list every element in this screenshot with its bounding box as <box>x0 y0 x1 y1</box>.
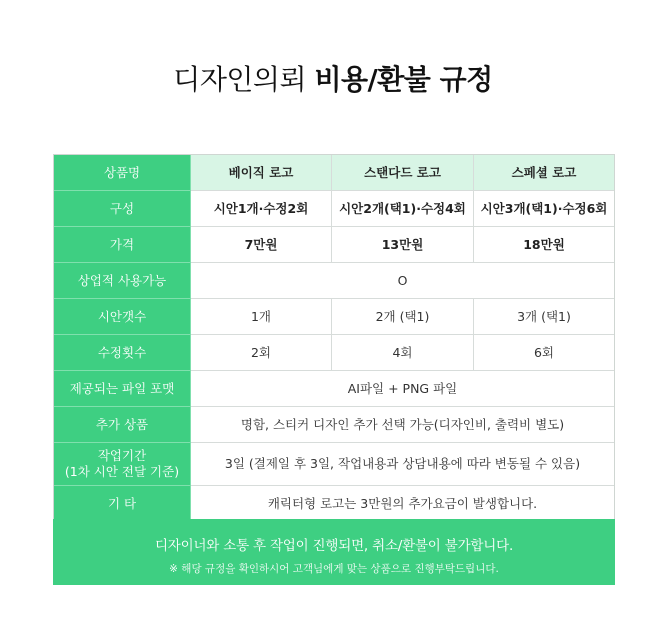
row-label-line2: (1차 시안 전달 기준) <box>64 464 180 479</box>
price-special: 18만원 <box>474 227 614 263</box>
row-label: 상품명 <box>54 155 191 191</box>
title-bold: 비용/환불 규정 <box>314 63 493 96</box>
table-row-commercial <box>54 263 614 299</box>
price-standard: 13만원 <box>332 227 474 263</box>
table-cell: 시안3개(택1)·수정6회 <box>474 191 614 227</box>
row-label: 추가 상품 <box>54 407 191 443</box>
title-light: 디자인의뢰 <box>173 63 315 96</box>
table-cell: 2개 (택1) <box>332 299 474 335</box>
pricing-table <box>53 154 615 522</box>
table-cell: 명함, 스티커 디자인 추가 선택 가능(디자인비, 출력비 별도) <box>191 407 614 443</box>
table-cell: 시안1개·수정2회 <box>191 191 332 227</box>
notice-banner <box>53 519 615 585</box>
table-row-extra <box>54 407 614 443</box>
table-cell: 4회 <box>332 335 474 371</box>
table-row-drafts <box>54 299 614 335</box>
table-row-file-format <box>54 371 614 407</box>
table-row-period <box>54 443 614 486</box>
table-cell: 시안2개(택1)·수정4회 <box>332 191 474 227</box>
notice-note: ※ 해당 규정을 확인하시어 고객님에게 맞는 상품으로 진행부탁드립니다. <box>169 563 499 575</box>
row-label: 제공되는 파일 포맷 <box>54 371 191 407</box>
row-label: 시안갯수 <box>54 299 191 335</box>
row-label-line1: 작업기간 <box>97 448 147 464</box>
page-title <box>0 58 666 98</box>
table-cell: 3일 (결제일 후 3일, 작업내용과 상담내용에 따라 변동될 수 있음) <box>191 443 614 486</box>
table-cell: 3개 (택1) <box>474 299 614 335</box>
table-row-price <box>54 227 614 263</box>
row-label: 가격 <box>54 227 191 263</box>
table-row-composition <box>54 191 614 227</box>
row-label: 기 타 <box>54 486 191 522</box>
table-cell: AI파일 + PNG 파일 <box>191 371 614 407</box>
product-standard: 스탠다드 로고 <box>332 155 474 191</box>
table-cell: O <box>191 263 614 299</box>
product-basic: 베이직 로고 <box>191 155 332 191</box>
table-row-other <box>54 486 614 522</box>
table-cell: 2회 <box>191 335 332 371</box>
table-row-revisions <box>54 335 614 371</box>
row-label: 상업적 사용가능 <box>54 263 191 299</box>
row-label: 수정횟수 <box>54 335 191 371</box>
table-cell: 6회 <box>474 335 614 371</box>
price-basic: 7만원 <box>191 227 332 263</box>
product-special: 스페셜 로고 <box>474 155 614 191</box>
table-cell: 1개 <box>191 299 332 335</box>
row-label: 구성 <box>54 191 191 227</box>
row-label <box>54 443 191 486</box>
table-header-row <box>54 155 614 191</box>
notice-main: 디자이너와 소통 후 작업이 진행되면, 취소/환불이 불가합니다. <box>154 538 514 554</box>
table-cell: 캐릭터형 로고는 3만원의 추가요금이 발생합니다. <box>191 486 614 522</box>
